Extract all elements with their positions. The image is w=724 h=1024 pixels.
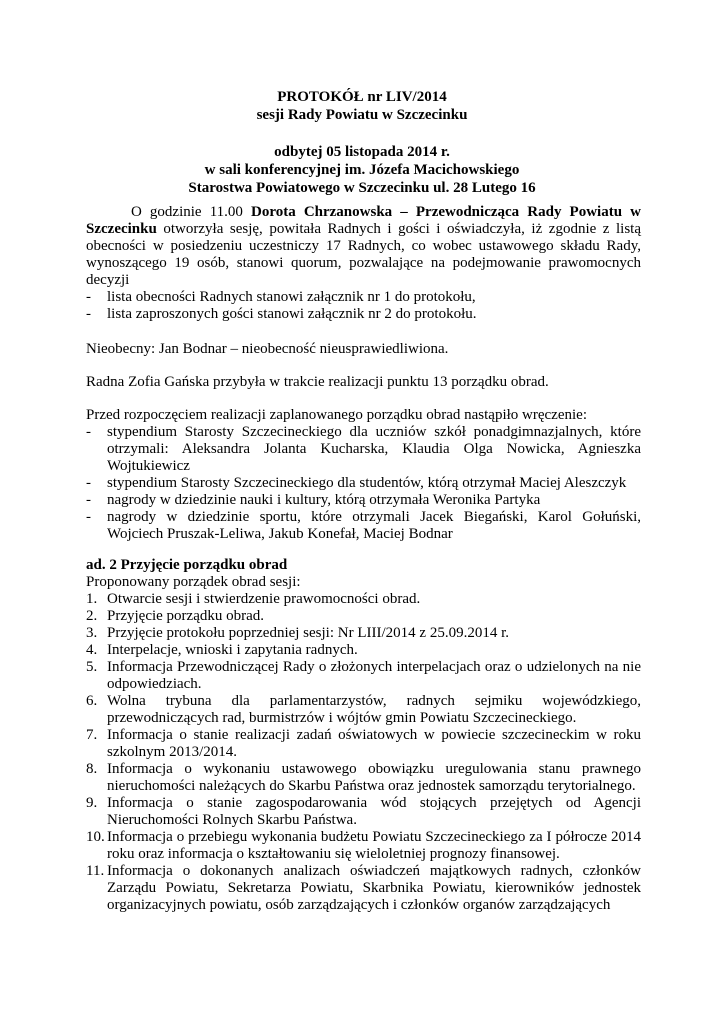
opening-pre: O godzinie 11.00 xyxy=(131,204,251,220)
agenda-item: 3. Przyjęcie protokołu poprzedniej sesji: Nr LIII/2014 z 25.09.2014 r. xyxy=(86,625,509,641)
section-heading: ad. 2 Przyjęcie porządku obrad xyxy=(86,557,288,573)
document-title: PROTOKÓŁ nr LIV/2014 xyxy=(277,89,447,105)
absent-note: Nieobecny: Jan Bodnar – nieobecność nieusprawiedliwiona. xyxy=(86,341,449,357)
agenda-item: 8. Informacja o wykonaniu ustawowego obowiązku uregulowania stanu prawnego nieruchomości należących do Skarbu Państwa oraz jednostek samorządu terytorialnego. xyxy=(86,761,641,794)
agenda-item: 1. Otwarcie sesji i stwierdzenie prawomocności obrad. xyxy=(86,591,421,607)
list-item: - nagrody w dziedzinie nauki i kultury, którą otrzymała Weronika Partyka xyxy=(86,492,541,508)
list-item: - nagrody w dziedzinie sportu, które otrzymali Jacek Biegański, Karol Gołuński, Wojciech Pruszak-Leliwa, Jakub Konefał, Maciej Bodnar xyxy=(86,509,641,542)
agenda-item: 2. Przyjęcie porządku obrad. xyxy=(86,608,265,624)
list-item: - lista obecności Radnych stanowi załącznik nr 1 do protokołu, xyxy=(86,289,476,305)
agenda-item: 4. Interpelacje, wnioski i zapytania radnych. xyxy=(86,642,358,658)
agenda-item: 5. Informacja Przewodniczącej Rady o złożonych interpelacjach oraz o udzielonych na nie odpowiedziach. xyxy=(86,659,641,692)
chairwoman-name: Dorota Chrzanowska – Przewodnicząca Rady Powiatu w Szczecinku xyxy=(86,204,641,237)
list-item: - stypendium Starosty Szczecineckiego dla studentów, którą otrzymał Maciej Aleszczyk xyxy=(86,475,627,491)
list-item: - stypendium Starosty Szczecineckiego dla uczniów szkół ponadgimnazjalnych, które otrzymali: Aleksandra Jolanta Kucharska, Klaudia Olga Nowicka, Agnieszka Wojtukiewicz xyxy=(86,424,641,474)
agenda-item: 7. Informacja o stanie realizacji zadań oświatowych w powiecie szczecineckim w roku szkolnym 2013/2014. xyxy=(86,727,641,760)
opening-post: otworzyła sesję, powitała Radnych i gości i oświadczyła, iż zgodnie z listą obecności w posiedzeniu uczestniczy 17 Radnych, co wobec ustawowego składu Rady, wynoszącego 19 osób, stanowi quorum, pozwalające na podejmowanie prawomocnych decyzji xyxy=(86,221,641,288)
agenda-list xyxy=(86,591,641,914)
list-item: - lista zaproszonych gości stanowi załącznik nr 2 do protokołu. xyxy=(86,306,477,322)
agenda-intro: Proponowany porządek obrad sesji: xyxy=(86,574,301,590)
session-place-line1: w sali konferencyjnej im. Józefa Macichowskiego xyxy=(204,162,520,178)
session-place-line2: Starostwa Powiatowego w Szczecinku ul. 28 Lutego 16 xyxy=(188,180,536,196)
session-date: odbytej 05 listopada 2014 r. xyxy=(274,144,450,160)
arrival-note: Radna Zofia Gańska przybyła w trakcie realizacji punktu 13 porządku obrad. xyxy=(86,374,549,390)
agenda-item: 11. Informacja o dokonanych analizach oświadczeń majątkowych radnych, członków Zarządu Powiatu, Sekretarza Powiatu, Skarbnika Powiatu, kierowników jednostek organizacyjnych powiatu, osób zarządzających i członków organów zarządzających xyxy=(86,863,641,913)
agenda-item: 6. Wolna trybuna dla parlamentarzystów, radnych sejmiku wojewódzkiego, przewodniczących rad, burmistrzów i wójtów gmin Powiatu Szczecineckiego. xyxy=(86,693,641,726)
agenda-item: 9. Informacja o stanie zagospodarowania wód stojących przejętych od Agencji Nieruchomości Rolnych Skarbu Państwa. xyxy=(86,795,641,828)
awards-list xyxy=(86,424,641,543)
opening-paragraph xyxy=(86,204,641,289)
awards-intro: Przed rozpoczęciem realizacji zaplanowanego porządku obrad nastąpiło wręczenie: xyxy=(86,407,587,423)
document-subtitle: sesji Rady Powiatu w Szczecinku xyxy=(256,107,468,123)
agenda-item: 10. Informacja o przebiegu wykonania budżetu Powiatu Szczecineckiego za I półrocze 2014 roku oraz informacja o kształtowaniu się wieloletniej prognozy finansowej. xyxy=(86,829,641,862)
attachment-list xyxy=(86,289,641,323)
